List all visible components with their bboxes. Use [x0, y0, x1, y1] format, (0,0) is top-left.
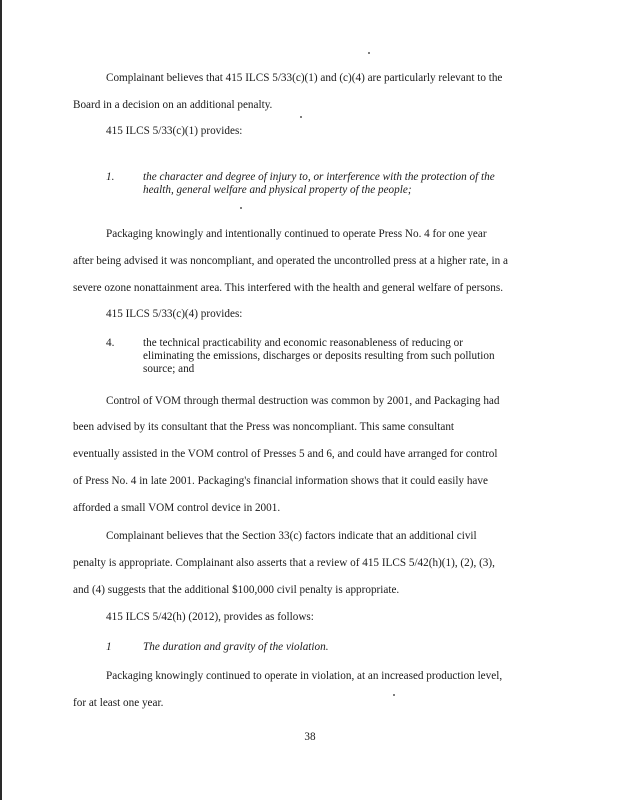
block-quote: [143, 171, 495, 197]
quote-number: 1: [106, 641, 112, 653]
paragraph-5-line: Packaging knowingly continued to operate in violation, at an increased production level,: [106, 670, 503, 682]
quote-line: The duration and gravity of the violation.: [143, 641, 329, 653]
paragraph-1-line: Board in a decision on an additional penalty.: [73, 99, 273, 111]
paragraph-4-line: Complainant believes that the Section 33(c) factors indicate that an additional civil: [106, 530, 477, 542]
page-number: 38: [304, 731, 316, 743]
scan-speck: [393, 694, 395, 696]
paragraph-3-line: Control of VOM through thermal destruction was common by 2001, and Packaging had: [106, 395, 500, 407]
paragraph-4-line: penalty is appropriate. Complainant also asserts that a review of 415 ILCS 5/42(h)(1), (2), (3),: [73, 557, 495, 569]
paragraph-3-line: been advised by its consultant that the Press was noncompliant. This same consultant: [73, 421, 455, 433]
paragraph-3-line: afforded a small VOM control device in 2001.: [73, 502, 281, 514]
paragraph-3-line: eventually assisted in the VOM control of Presses 5 and 6, and could have arranged for control: [73, 448, 498, 460]
scan-speck: [368, 52, 370, 54]
paragraph-3-line: of Press No. 4 in late 2001. Packaging's financial information shows that it could easily have: [73, 475, 488, 487]
quote-number: 4.: [106, 337, 115, 349]
paragraph-2-line: after being advised it was noncompliant, and operated the uncontrolled press at a higher rate, in a: [73, 255, 508, 267]
quote-line: health, general welfare and physical property of the people;: [143, 184, 412, 196]
paragraph-5-line: for at least one year.: [73, 697, 164, 709]
quote-line: the character and degree of injury to, or interference with the protection of the: [143, 171, 495, 183]
quote-number: 1.: [106, 171, 115, 183]
paragraph-2-line: severe ozone nonattainment area. This interfered with the health and general welfare of persons.: [73, 282, 504, 294]
scan-speck: [240, 207, 242, 209]
quote-line: eliminating the emissions, discharges or deposits resulting from such pollution: [143, 350, 495, 362]
paragraph-1-line: Complainant believes that 415 ILCS 5/33(c)(1) and (c)(4) are particularly relevant to the: [106, 72, 503, 84]
scan-speck: [300, 116, 302, 118]
scan-edge: [0, 0, 2, 800]
statute-heading: 415 ILCS 5/33(c)(4) provides:: [106, 308, 243, 320]
quote-line: source; and: [143, 363, 195, 375]
statute-heading: 415 ILCS 5/33(c)(1) provides:: [106, 125, 243, 137]
paragraph-2-line: Packaging knowingly and intentionally continued to operate Press No. 4 for one year: [106, 228, 487, 240]
quote-line: the technical practicability and economic reasonableness of reducing or: [143, 337, 463, 349]
paragraph-4-line: and (4) suggests that the additional $100,000 civil penalty is appropriate.: [73, 584, 400, 596]
block-quote: [143, 337, 495, 376]
statute-heading: 415 ILCS 5/42(h) (2012), provides as follows:: [106, 611, 314, 623]
